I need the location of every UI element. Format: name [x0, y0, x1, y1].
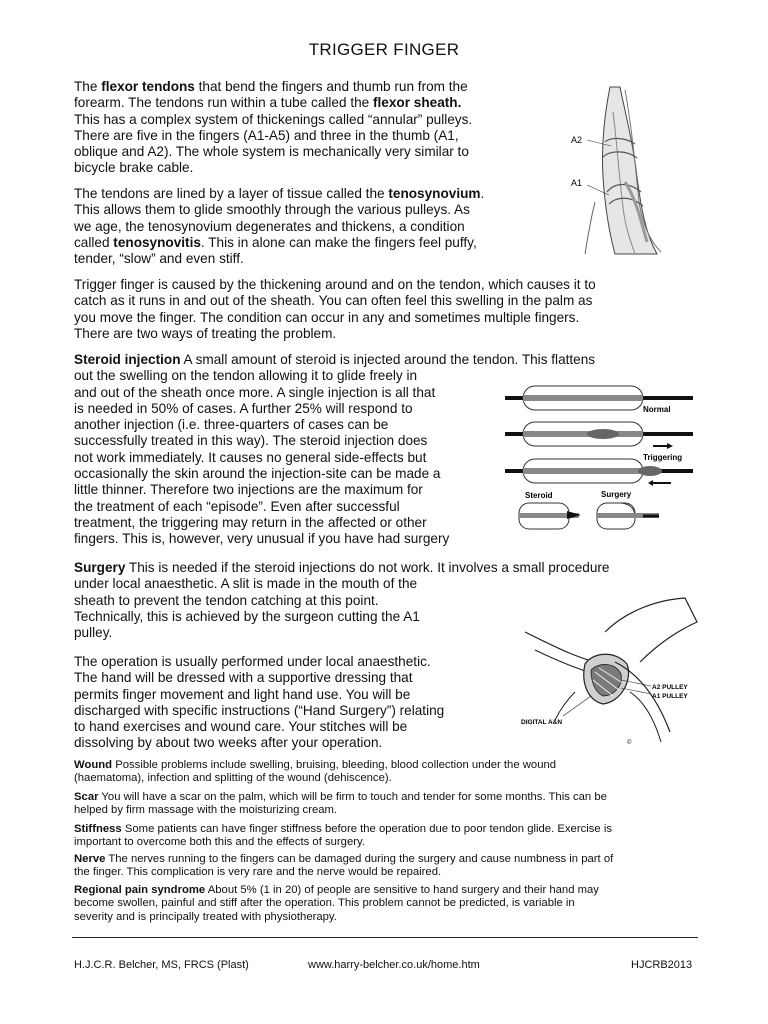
label-a2: A2	[571, 135, 583, 145]
footer-code: HJCRB2013	[631, 959, 693, 971]
illustration-credit: ©	[627, 740, 632, 746]
term-tenosynovium: tenosynovium	[388, 186, 481, 201]
risk-stiffness: Stiffness Some patients can have finger stiffness before the operation due to poor tendon glide. Exercise is important to overcome both this and the effects of surgery.	[74, 823, 612, 849]
term-flexor-tendons: flexor tendons	[101, 79, 195, 94]
surgery-illustration	[515, 592, 700, 750]
pulley-anatomy-illustration	[565, 82, 685, 257]
footer-url[interactable]: www.harry-belcher.co.uk/home.htm	[308, 959, 480, 971]
risk-wound: Wound Possible problems include swelling, bruising, bleeding, blood collection under the wound (haematoma), infection and splitting of the wound (dehiscence).	[74, 759, 557, 785]
steroid-injection-heading: Steroid injection	[74, 352, 181, 367]
footer-author: H.J.C.R. Belcher, MS, FRCS (Plast)	[74, 959, 249, 971]
risk-nerve: Nerve The nerves running to the fingers can be damaged during the surgery and cause numbness in part of the finger. This complication is very rare and the nerve would be repaired.	[74, 853, 614, 879]
label-a1: A1	[571, 178, 583, 188]
page-title: TRIGGER FINGER	[308, 40, 460, 59]
risk-scar: Scar You will have a scar on the palm, which will be firm to touch and tender for some months. This can be helped by firm massage with the moisturizing cream.	[74, 791, 607, 817]
footer-divider	[72, 937, 698, 938]
term-flexor-sheath: flexor sheath.	[373, 95, 462, 111]
label-surgery: Surgery	[601, 490, 632, 499]
term-tenosynovitis: tenosynovitis	[113, 234, 201, 250]
label-normal: Normal	[643, 405, 671, 414]
surgery-section: Surgery This is needed if the steroid injections do not work. It involves a small procedure under local anaesthetic. A slit is made in the mouth of the sheath to prevent the tendon catching at this point. Technically, this is achieved by the surgeon cutting the A1 pulley.	[74, 560, 610, 641]
steroid-injection-section: Steroid injection A small amount of steroid is injected around the tendon. This flattens out the swelling on the tendon allowing it to glide freely in and out of the sheath once more. A single injection is all that is needed in 50% of cases. A further 25% will respond to another injection (i.e. three-quarters of cases can be successfully treated in this way). The steroid injection does not work immediately. It causes no general side-effects but occasionally the skin around the injection-site can be made a little thinner. Therefore two injections are the maximum for the treatment of each “episode”. Even after successful treatment, the triggering may return in the affected or other fingers. This is, however, very unusual if you have had surgery	[74, 352, 596, 547]
tendon-sheath-diagram	[505, 376, 695, 534]
risk-regional-pain: Regional pain syndrome About 5% (1 in 20) of people are sensitive to hand surgery and their hand may become swollen, painful and stiff after the operation. This problem cannot be predicted, is variable in severity and is principally treated with physiotherapy.	[74, 884, 599, 923]
cause-paragraph: Trigger finger is caused by the thickening around and on the tendon, which causes it to catch as it runs in and out of the sheath. You can often feel this swelling in the palm as you move the finger. The condition can occur in any and sometimes multiple fingers. There are two ways of treating the problem.	[74, 277, 596, 341]
intro-paragraph: The flexor tendons that bend the fingers and thumb run from the forearm. The tendons run within a tube called the flexor sheath. This has a complex system of thickenings called “annular” pulleys. There are five in the fingers (A1-A5) and three in the thumb (A1, oblique and A2). The whole system is mechanically very similar to bicycle brake cable.	[74, 79, 473, 176]
label-a2-pulley: A2 PULLEY	[652, 684, 688, 691]
tenosynovium-paragraph: The tendons are lined by a layer of tissue called the tenosynovium. This allows them to glide smoothly through the various pulleys. As we age, the tenosynovium degenerates and thickens, a condition called tenosynovitis. This in alone can make the fingers feel puffy, tender, “slow” and even stiff.	[74, 186, 485, 267]
label-steroid: Steroid	[525, 491, 553, 500]
label-digital-nerve: DIGITAL A&N	[521, 719, 563, 726]
operation-paragraph: The operation is usually performed under local anaesthetic. The hand will be dressed with a supportive dressing that permits finger movement and light hand use. You will be discharged with specific instructions (“Hand Surgery”) relating to hand exercises and wound care. Your stitches will be dissolving by about two weeks after your operation.	[74, 654, 445, 751]
surgery-heading: Surgery	[74, 560, 126, 575]
label-triggering: Triggering	[643, 453, 683, 462]
label-a1-pulley: A1 PULLEY	[652, 693, 688, 700]
